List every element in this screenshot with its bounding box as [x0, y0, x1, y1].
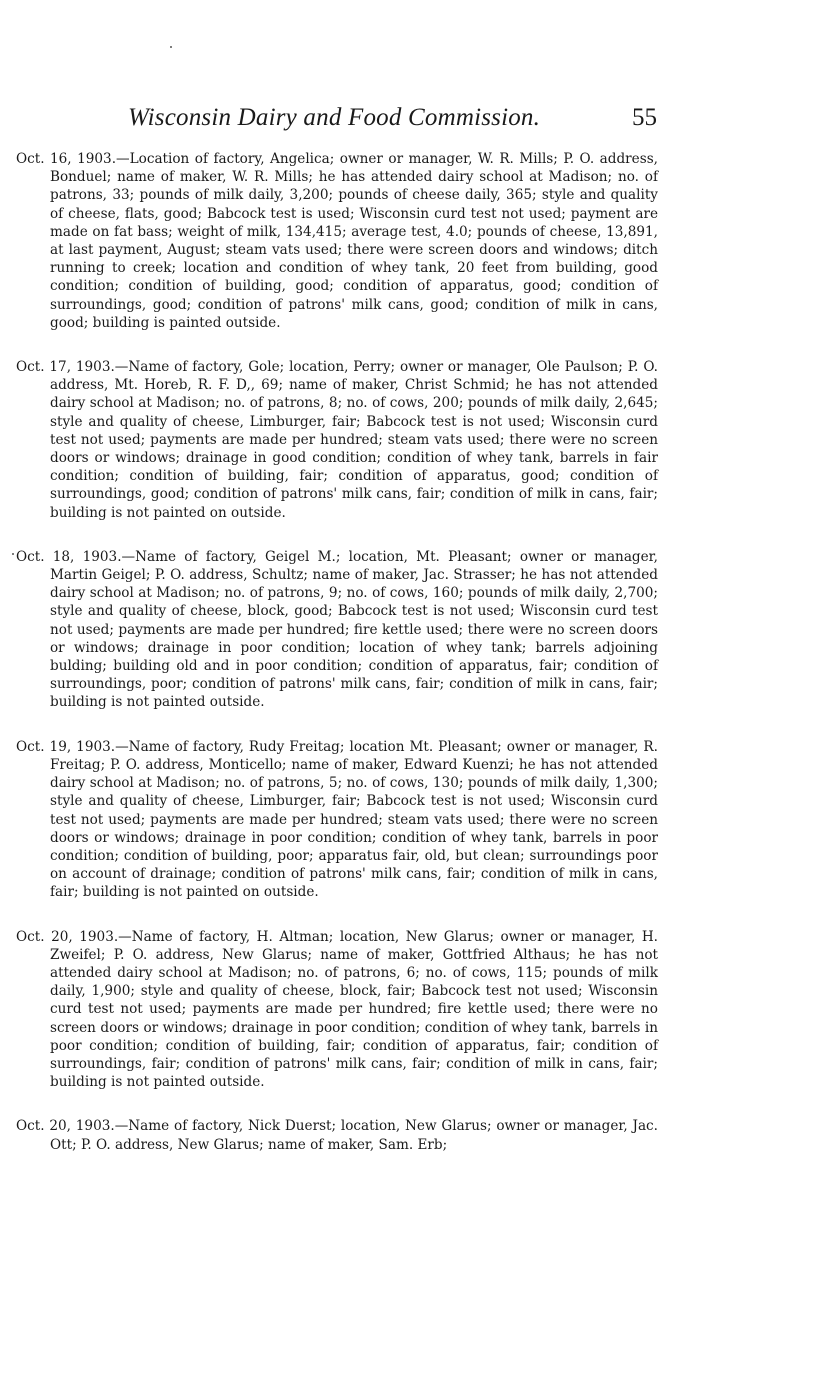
- entry-oct-19-freitag: Oct. 19, 1903.—Name of factory, Rudy Freitag; location Mt. Pleasant; owner or manager, R. Freitag; P. O. address, Monticello; name of maker, Edward Kuenzi; he has not attended dairy school at Madison; no. of patrons, 5; no. of cows, 130; pounds of milk daily, 1,300; style and quality of cheese, Limburger, fair; Babcock test is not used; Wisconsin curd test not used; payments are made per hundred; steam vats used; there were no screen doors or windows; drainage in poor condition; condition of whey tank, barrels in poor condition; condition of building, poor; apparatus fair, old, but clean; surroundings poor on account of drainage; condition of patrons' milk cans, fair; condition of milk in cans, fair; building is not painted on outside.: [16, 738, 658, 901]
- entry-oct-20-altman: Oct. 20, 1903.—Name of factory, H. Altman; location, New Glarus; owner or manager, H. Zweifel; P. O. address, New Glarus; name of maker, Gottfried Althaus; he has not attended dairy school at Madison; no. of patrons, 6; no. of cows, 115; pounds of milk daily, 1,900; style and quality of cheese, block, fair; Babcock test not used; Wisconsin curd test not used; payments are made per hundred; fire kettle used; there were no screen doors or windows; drainage in poor condition; condition of whey tank, barrels in poor condition; condition of building, fair; condition of apparatus, fair; condition of surroundings, fair; condition of patrons' milk cans, fair; condition of milk in cans, fair; building is not painted outside.: [16, 928, 658, 1091]
- paper-speck: [12, 553, 14, 555]
- entry-oct-18-geigel: Oct. 18, 1903.—Name of factory, Geigel M.; location, Mt. Pleasant; owner or manager, Martin Geigel; P. O. address, Schultz; name of maker, Jac. Strasser; he has not attended dairy school at Madison; no. of patrons, 9; no. of cows, 160; pounds of milk daily, 2,700; style and quality of cheese, block, good; Babcock test is not used; Wisconsin curd test not used; payments are made per hundred; fire kettle used; there were no screen doors or windows; drainage in poor condition; location of whey tank; barrels adjoining bulding; building old and in poor condition; condition of apparatus, fair; condition of surroundings, poor; condition of patrons' milk cans, fair; condition of milk in cans, fair; building is not painted outside.: [16, 548, 658, 711]
- paper-speck: [170, 46, 172, 48]
- entry-oct-17-gole: Oct. 17, 1903.—Name of factory, Gole; location, Perry; owner or manager, Ole Paulson; P. O. address, Mt. Horeb, R. F. D,, 69; name of maker, Christ Schmid; he has not attended dairy school at Madison; no. of patrons, 8; no. of cows, 200; pounds of milk daily, 2,645; style and quality of cheese, Limburger, fair; Babcock test is not used; Wisconsin curd test not used; payments are made per hundred; steam vats used; there were no screen doors or windows; drainage in good condition; condition of whey tank, barrels in fair condition; condition of building, fair; condition of apparatus, good; condition of surroundings, good; condition of patrons' milk cans, fair; condition of milk in cans, fair; building is not painted on outside.: [16, 359, 658, 521]
- entry-oct-16-angelica: Oct. 16, 1903.—Location of factory, Angelica; owner or manager, W. R. Mills; P. O. address, Bonduel; name of maker, W. R. Mills; he has attended dairy school at Madison; no. of patrons, 33; pounds of milk daily, 3,200; pounds of cheese daily, 365; style and quality of cheese, flats, good; Babcock test is used; Wisconsin curd test not used; payment are made on fat bass; weight of milk, 134,415; average test, 4.0; pounds of cheese, 13,891, at last payment, August; steam vats used; there were screen doors and windows; ditch running to creek; location and condition of whey tank, 20 feet from building, good condition; condition of building, good; condition of apparatus, good; condition of surroundings, good; condition of patrons' milk cans, good; condition of milk in cans, good; building is painted outside.: [16, 151, 658, 331]
- entry-oct-20-duerst: Oct. 20, 1903.—Name of factory, Nick Duerst; location, New Glarus; owner or manager, Jac. Ott; P. O. address, New Glarus; name of maker, Sam. Erb;: [16, 1118, 658, 1153]
- page-number: 55: [632, 104, 657, 131]
- running-title: Wisconsin Dairy and Food Commission.: [128, 104, 541, 131]
- page-header: [0, 104, 823, 138]
- inspection-entries: [16, 150, 658, 1154]
